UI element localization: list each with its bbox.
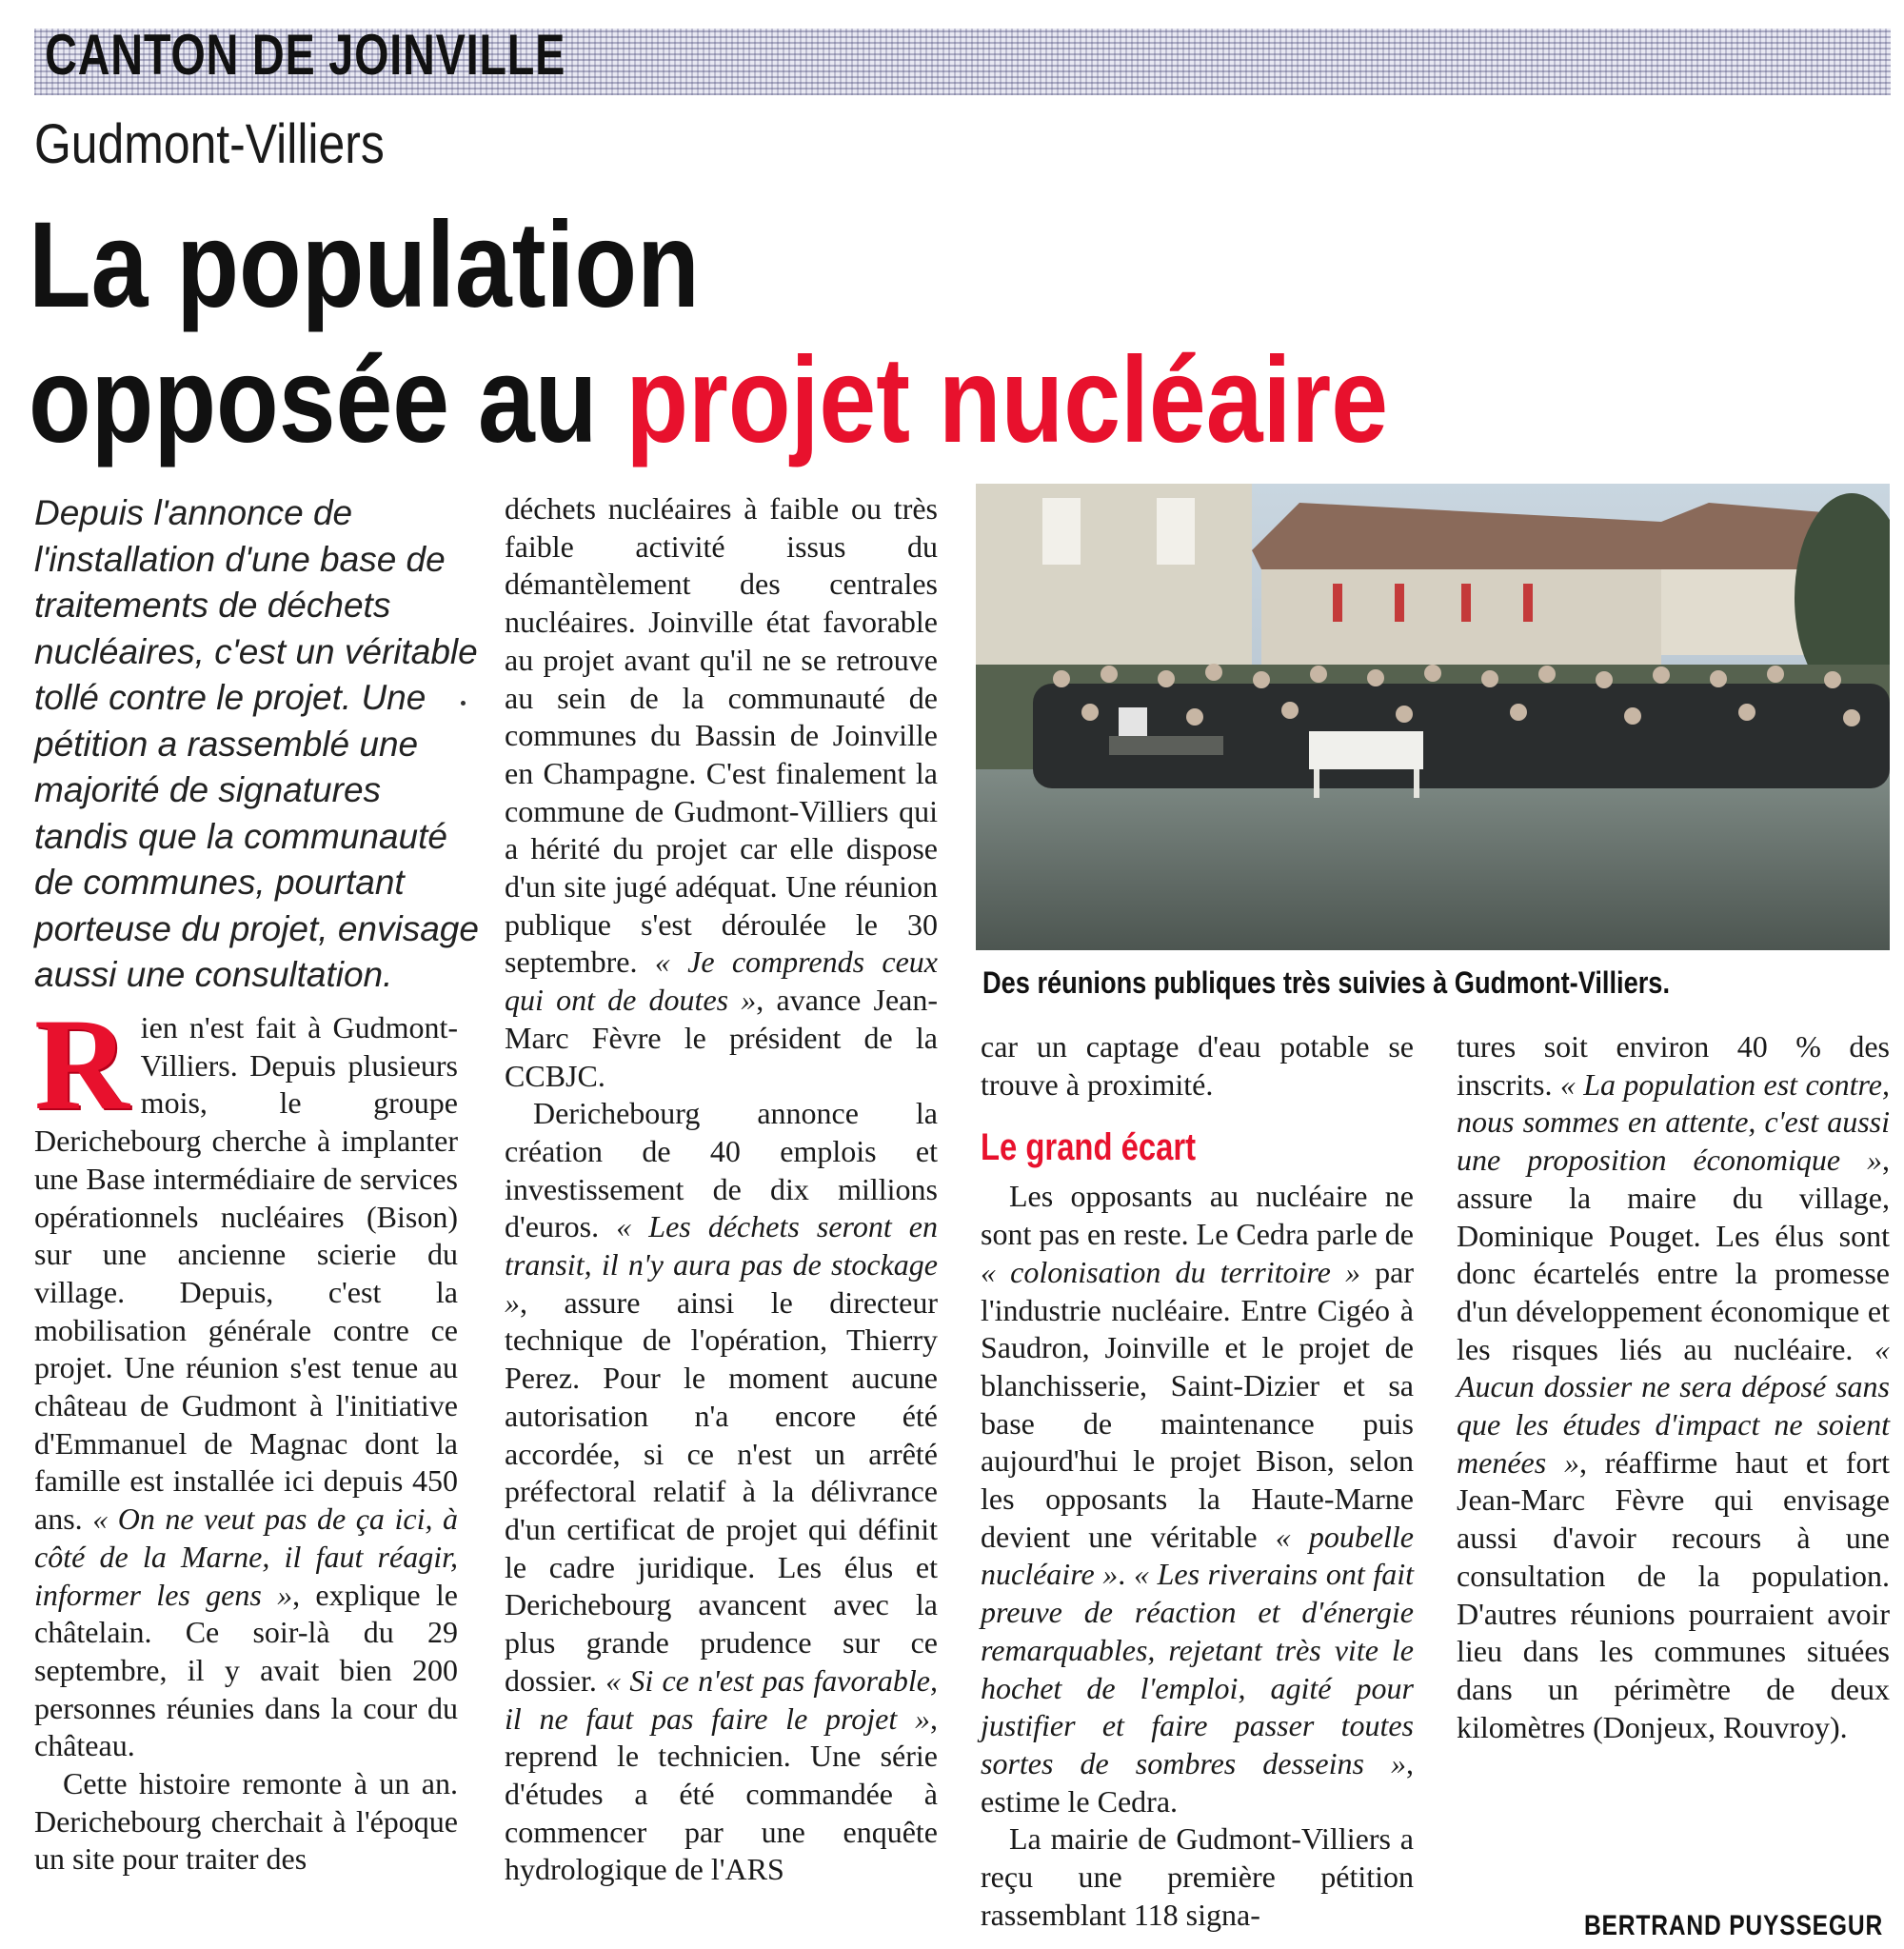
- col1-paragraph-2: Cette histoire remonte à un an. Derichebourg cherchait à l'époque un site pour traiter des: [34, 1766, 458, 1877]
- drop-cap: R: [34, 991, 129, 1137]
- col1-text-a: ien n'est fait à Gudmont-Villiers. Depuis plusieurs mois, le groupe Derichebourg cherche à implanter une Base intermédiaire de services opérationnels nucléaires (Bison) sur une ancienne scierie du village. Depuis, c'est la mobilisation générale contre ce projet. Une réunion s'est tenue au château de Gudmont à l'initiative d'Emmanuel de Magnac dont la famille est installée ici depuis 450 ans.: [34, 1010, 458, 1537]
- headline-line-2: [29, 333, 1388, 468]
- column-1: [34, 991, 459, 1879]
- column-3: [981, 1028, 1414, 1934]
- headline-accent: projet nucléaire: [625, 332, 1388, 468]
- col2-p2-text-a: Derichebourg annonce la création de 40 emplois et investissement de dix millions d'euros.: [505, 1096, 938, 1244]
- col2-text-a: déchets nucléaires à faible ou très faible activité issus du démantèlement des centrales nucléaires. Joinville état favorable au projet avant qu'il ne se retrouve au sein de la communauté de communes du Bassin de Joinville en Champagne. C'est finalement la commune de Gudmont-Villiers qui a hérité du projet car elle dispose d'un site jugé adéquat. Une réunion publique s'est déroulée le 30 septembre.: [505, 491, 938, 980]
- col3-text-c: .: [1118, 1557, 1134, 1592]
- col4-text-c: , réaffirme haut et fort Jean-Marc Fèvre qui envisage aussi d'avoir recours à une consultation de la population. D'autres réunions pourraient avoir lieu dans les communes situées dans un périmètre de deux kilomètres (Donjeux, Rouvroy).: [1457, 1444, 1891, 1744]
- col4-quote-2: « Aucun dossier ne sera déposé sans que les études d'impact ne soient menées »: [1457, 1331, 1890, 1480]
- col3-quote-2: « poubelle nucléaire »: [981, 1519, 1415, 1592]
- col3-text-a: Les opposants au nucléaire ne sont pas en reste. Le Cedra parle de: [981, 1179, 1414, 1252]
- headline-line-2-start: opposée au: [29, 332, 626, 468]
- col4-quote: « La population est contre, nous sommes en attente, c'est aussi une proposition économique »: [1457, 1066, 1891, 1178]
- col2-p2-quote: « Les déchets seront en transit, il n'y aura pas de stockage »: [505, 1209, 939, 1320]
- author-signature: BERTRAND PUYSSEGUR: [1583, 1910, 1883, 1941]
- section-title: CANTON DE JOINVILLE: [45, 23, 566, 87]
- col2-p2-text-b: , assure ainsi le directeur technique de l'opération, Thierry Perez. Pour le moment aucune autorisation n'a encore été accordée, si ce n'est un arrêté préfectoral relatif à la délivrance d'un certificat de projet qui définit le cadre juridique. Les élus et Derichebourg avancent avec la plus grande prudence sur ce dossier.: [505, 1284, 938, 1698]
- col3-text-b: par l'industrie nucléaire. Entre Cigéo à Saudron, Joinville et le projet de blanchisserie, Saint-Dizier et sa base de maintenance puis aujourd'hui le projet Bison, selon les opposants la Haute-Marne devient une véritable: [981, 1254, 1414, 1554]
- col3-text-d: , estime le Cedra.: [981, 1745, 1414, 1819]
- col1-text-b: , explique le châtelain. Ce soir-là du 29 septembre, il y avait bien 200 personnes réunies dans la cour du château.: [34, 1577, 459, 1763]
- photo-caption: Des réunions publiques très suivies à Gudmont-Villiers.: [982, 965, 1670, 1000]
- col3-paragraph-3: La mairie de Gudmont-Villiers a reçu une première pétition rassemblant 118 signa-: [981, 1821, 1414, 1932]
- article-headline: [29, 198, 1388, 468]
- headline-line-1: La population: [29, 197, 700, 333]
- col2-quote: « Je comprends ceux qui ont de doutes »: [505, 945, 938, 1018]
- col2-p2-text-c: , reprend le technicien. Une série d'études a été commandée à commencer par une enquête hydrologique de l'ARS: [505, 1700, 938, 1887]
- meeting-photo-illustration: [976, 484, 1890, 950]
- stray-dot: [461, 701, 466, 706]
- meeting-photo: [976, 484, 1890, 950]
- subheading: Le grand écart: [981, 1126, 1197, 1169]
- col2-p2-quote-2: « Si ce n'est pas favorable, il ne faut pas faire le projet »: [505, 1662, 939, 1736]
- col3-paragraph-1: car un captage d'eau potable se trouve à proximité.: [981, 1029, 1414, 1102]
- column-4: [1457, 1028, 1890, 1746]
- col3-quote-3: « Les riverains ont fait preuve de réaction et d'énergie remarquables, rejetant très vite le hochet de l'emploi, agité pour justifier et faire passer toutes sortes de sombres desseins »: [981, 1557, 1415, 1780]
- col2-text-b: , avance Jean-Marc Fèvre le président de la CCBJC.: [505, 983, 939, 1093]
- column-2: [505, 490, 938, 1889]
- col4-text-b: , assure la maire du village, Dominique Pouget. Les élus sont donc écartelés entre la promesse d'un développement économique et les risques liés au nucléaire.: [1457, 1143, 1890, 1366]
- col3-quote: « colonisation du territoire »: [981, 1254, 1360, 1289]
- article-lead: Depuis l'annonce de l'installation d'une base de traitements de déchets nucléaires, c'est un véritable tollé contre le projet. Une pétition a rassemblé une majorité de signatures tandis que la communauté de communes, pourtant porteuse du projet, envisage aussi une consultation.: [34, 493, 479, 994]
- col4-text-a: tures soit environ 40 % des inscrits.: [1457, 1029, 1890, 1102]
- article-kicker: Gudmont-Villiers: [34, 113, 385, 175]
- col1-quote: « On ne veut pas de ça ici, à côté de la Marne, il faut réagir, informer les gens »: [34, 1502, 459, 1612]
